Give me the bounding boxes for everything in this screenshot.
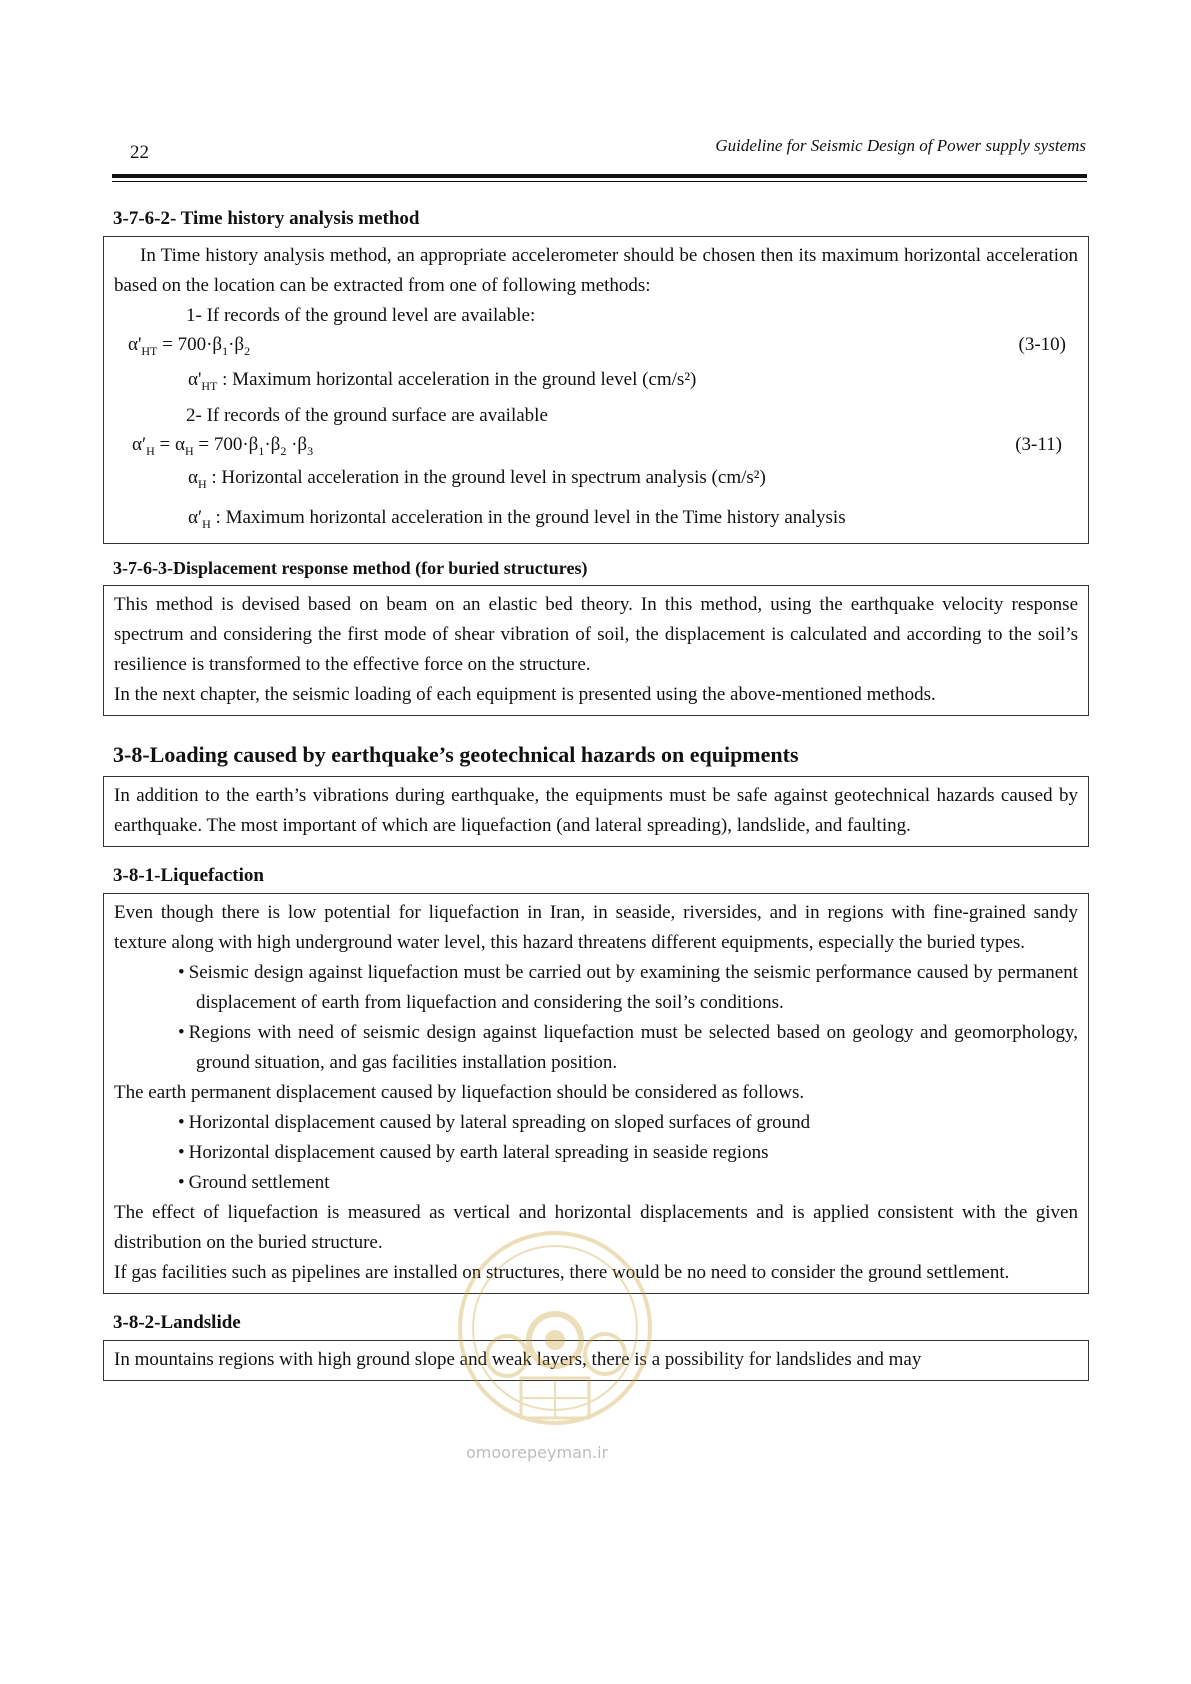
watermark-seal-icon xyxy=(455,1228,655,1438)
list-item: • Seismic design against liquefaction must be carried out by examining the seismic performance caused by permanent displacement of earth from liquefaction and considering the soil’s conditions. xyxy=(114,958,1078,1018)
liquefaction-bullet-list-2 xyxy=(114,1108,1078,1198)
equation-3-11-number: (3-11) xyxy=(1015,433,1062,455)
equation-3-11 xyxy=(114,431,1078,459)
running-header: Guideline for Seismic Design of Power supply systems xyxy=(715,136,1086,155)
time-history-intro: In Time history analysis method, an appropriate accelerometer should be chosen then its maximum horizontal acceleration based on the location can be extracted from one of following methods: xyxy=(114,245,1078,296)
header-rule-thin xyxy=(112,181,1087,182)
liquefaction-paragraph-3: The effect of liquefaction is measured as vertical and horizontal displacements and is applied consistent with the given distribution on the buried structure. xyxy=(114,1202,1078,1254)
section-heading-geotechnical-hazards: 3-8-Loading caused by earthquake’s geotechnical hazards on equipments xyxy=(113,742,799,768)
liquefaction-paragraph-4: If gas facilities such as pipelines are installed on structures, there would be no need to consider the ground settlement. xyxy=(114,1262,1010,1284)
list-item: • Horizontal displacement caused by earth lateral spreading in seaside regions xyxy=(114,1138,1078,1168)
time-history-box xyxy=(103,236,1089,544)
equation-3-10-number: (3-10) xyxy=(1018,334,1066,355)
list-item: • Ground settlement xyxy=(114,1168,1078,1198)
watermark-site: omoorepeyman.ir xyxy=(466,1443,609,1462)
liquefaction-bullet-list-1 xyxy=(114,958,1078,1078)
geotechnical-hazards-box xyxy=(103,776,1089,847)
section-heading-time-history: 3-7-6-2- Time history analysis method xyxy=(113,208,420,229)
list-item: • Regions with need of seismic design against liquefaction must be selected based on geology and geomorphology, ground situation, and gas facilities installation position. xyxy=(114,1018,1078,1078)
header-rule-thick xyxy=(112,174,1087,178)
displacement-response-paragraph-1: This method is devised based on beam on an elastic bed theory. In this method, using the earthquake velocity response spectrum and considering the first mode of shear vibration of soil, the displacement is calculated and according to the soil’s resilience is transformed to the effective force on the structure. xyxy=(114,594,1078,676)
definition-alpha-h: $\alpha_H$ : Horizontal acceleration in the ground level in spectrum analysis (cm/s²) xyxy=(188,466,766,491)
landslide-paragraph: In mountains regions with high ground slope and weak layers, there is a possibility for landslides and may xyxy=(114,1349,922,1371)
page-content xyxy=(103,208,1089,1381)
equation-3-10-formula: $\alpha'_{HT} = 700\cdot\beta_1\cdot\beta_2$ xyxy=(128,334,251,358)
displacement-response-box xyxy=(103,585,1089,716)
section-heading-liquefaction: 3-8-1-Liquefaction xyxy=(113,865,264,887)
definition-alpha-prime-h: $\alpha'_H$ : Maximum horizontal acceleration in the ground level in the Time history analysis xyxy=(188,506,846,531)
time-history-item-2: 2- If records of the ground surface are available xyxy=(186,404,548,426)
liquefaction-paragraph-1: Even though there is low potential for liquefaction in Iran, in seaside, riversides, and in regions with fine-grained sandy texture along with high underground water level, this hazard threatens different equipments, especially the buried types. xyxy=(114,902,1078,954)
geotechnical-hazards-paragraph: In addition to the earth’s vibrations during earthquake, the equipments must be safe against geotechnical hazards caused by earthquake. The most important of which are liquefaction (and lateral spreading), landslide, and faulting. xyxy=(114,785,1078,837)
time-history-item-1: 1- If records of the ground level are available: xyxy=(186,305,536,326)
equation-3-10 xyxy=(114,331,1078,359)
displacement-response-paragraph-2: In the next chapter, the seismic loading of each equipment is presented using the above-mentioned methods. xyxy=(114,684,936,706)
liquefaction-paragraph-2: The earth permanent displacement caused by liquefaction should be considered as follows. xyxy=(114,1082,805,1104)
definition-alpha-prime-ht: $\alpha'_{HT}$ : Maximum horizontal acceleration in the ground level (cm/s²) xyxy=(188,369,697,393)
page-number: 22 xyxy=(130,142,149,163)
section-heading-displacement-response: 3-7-6-3-Displacement response method (for buried structures) xyxy=(113,558,588,579)
section-heading-landslide: 3-8-2-Landslide xyxy=(113,1312,241,1334)
list-item: • Horizontal displacement caused by lateral spreading on sloped surfaces of ground xyxy=(114,1108,1078,1138)
equation-3-11-formula: $\alpha'_H = \alpha_H = 700\cdot\beta_1\cdot\beta_2 \cdot\beta_3$ xyxy=(132,433,314,458)
